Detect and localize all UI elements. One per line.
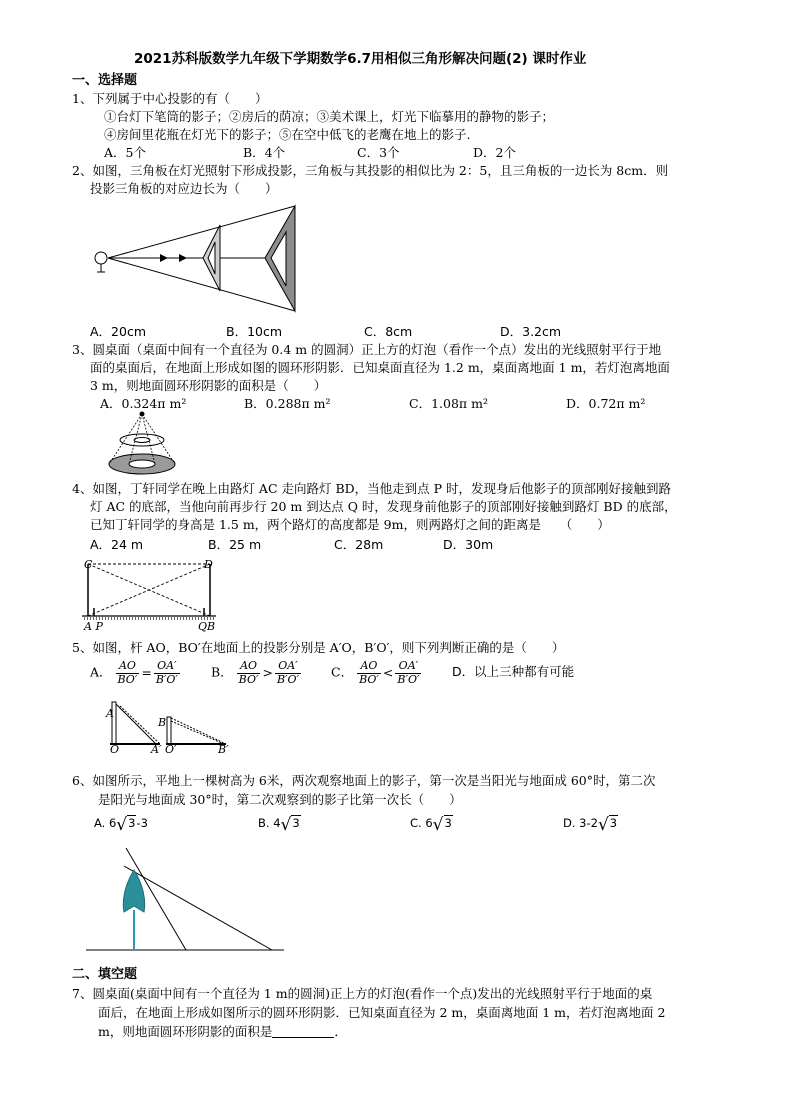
- q1-stem: 1、下列属于中心投影的有（ ）: [72, 91, 268, 106]
- q5-option-d: D．以上三种都有可能: [452, 664, 575, 679]
- q2-option-d: D．3.2cm: [500, 324, 562, 339]
- q4-option-b: B．25 m: [208, 537, 262, 552]
- q2-option-b: B．10cm: [226, 324, 283, 339]
- page-title: 2021苏科版数学九年级下学期数学6.7用相似三角形解决问题(2) 课时作业: [134, 51, 587, 67]
- q6-option-b: B. 4√3: [258, 815, 300, 835]
- q1-option-d: D．2个: [473, 145, 516, 160]
- q1-line1: ①台灯下笔筒的影子；②房后的荫凉；③美术课上，灯光下临摹用的静物的影子；: [104, 109, 555, 124]
- q7-line1: 7、圆桌面(桌面中间有一个直径为 1 m的圆洞)正上方的灯泡(看作一个点)发出的光线照射平行于地面的桌: [72, 986, 653, 1001]
- label-a: A: [106, 707, 114, 720]
- q5-option-b: B． $\frac{AO}{BO'}$ > $\frac{OA'}{B'O'}$: [211, 659, 300, 686]
- q7-line2: 面后，在地面上形成如图所示的圆环形阴影．已知桌面直径为 2 m，桌面离地面 1 m，若灯泡离地面 2: [98, 1005, 666, 1020]
- q3-line3: 3 m，则地面圆环形阴影的面积是（ ）: [90, 378, 327, 393]
- q5-option-c: C． $\frac{AO}{BO'}$ < $\frac{OA'}{B'O'}$: [331, 659, 420, 686]
- q4-line3: 已知丁轩同学的身高是 1.5 m，两个路灯的高度都是 9m，则两路灯之间的距离是 （ ）: [90, 517, 610, 532]
- q4-option-d: D．30m: [443, 537, 494, 552]
- q4-option-a: A．24 m: [90, 537, 144, 552]
- q1-line2: ④房间里花瓶在灯光下的影子；⑤在空中低飞的老鹰在地上的影子.: [104, 127, 471, 142]
- q4-option-c: C．28m: [334, 537, 384, 552]
- q1-option-b: B．4个: [243, 145, 286, 160]
- light-bulb-icon: [140, 412, 145, 417]
- q6-line2: 是阳光与地面成 30°时，第二次观察到的影子比第一次长（ ）: [98, 792, 462, 807]
- q1-option-a: A．5个: [104, 145, 146, 160]
- q2-option-a: A．20cm: [90, 324, 147, 339]
- q6-option-d: D. 3-2√3: [563, 815, 618, 835]
- q3-line1: 3、圆桌面（桌面中间有一个直径为 0.4 m 的圆洞）正上方的灯泡（看作一个点）发出的光线照射平行于地: [72, 342, 662, 357]
- q3-option-a: A．0.324π m²: [100, 396, 187, 411]
- q2-projection-figure: [90, 200, 300, 320]
- q4-line1: 4、如图，丁轩同学在晚上由路灯 AC 走向路灯 BD，当他走到点 P 时，发现身后他影子的顶部刚好接触到路: [72, 481, 672, 496]
- q7-answer-blank[interactable]: [272, 1025, 334, 1038]
- q5-stem: 5、如图，杆 AO，BO′在地面上的投影分别是 A′O，B′O′，则下列判断正确的是（ ）: [72, 640, 565, 655]
- q4-line2: 灯 AC 的底部，当他向前再步行 20 m 到达点 Q 时，发现身前他影子的顶部刚好接触到路灯 BD 的底部，: [90, 499, 677, 514]
- q3-option-d: D．0.72π m²: [566, 396, 646, 411]
- q6-option-c: C. 6√3: [410, 815, 452, 835]
- label-o: O: [110, 743, 120, 756]
- q2-option-c: C．8cm: [364, 324, 413, 339]
- q5-option-a: A． $\frac{AO}{BO'}$ = $\frac{OA'}{B'O'}$: [90, 659, 178, 686]
- label-a-prime: A′: [151, 743, 162, 756]
- section-fill-heading: 二、填空题: [72, 967, 138, 982]
- lamp-icon: [95, 252, 107, 264]
- q1-option-c: C．3个: [357, 145, 400, 160]
- section-choice-heading: 一、选择题: [72, 73, 138, 88]
- q3-line2: 面的桌面后，在地面上形成如图的圆环形阴影．已知桌面直径为 1.2 m，桌面离地面 1 m，若灯泡离地面: [90, 360, 670, 375]
- q3-option-c: C．1.08π m²: [409, 396, 488, 411]
- q6-option-a: A. 6√3-3: [94, 815, 148, 835]
- label-qb: QB: [198, 620, 216, 633]
- label-o-prime: O′: [165, 743, 177, 756]
- q2-line1: 2、如图，三角板在灯光照射下形成投影，三角板与其投影的相似比为 2：5，且三角板的一边长为 8cm．则: [72, 163, 669, 178]
- label-ap: A P: [84, 620, 103, 633]
- q6-line1: 6、如图所示，平地上一棵树高为 6米，两次观察地面上的影子，第一次是当阳光与地面成 60°时，第二次: [72, 773, 656, 788]
- q6-tree-shadow-figure: [86, 846, 286, 956]
- q7-line3: m，则地面圆环形阴影的面积是 ．: [98, 1024, 347, 1039]
- q3-option-b: B．0.288π m²: [244, 396, 331, 411]
- label-c: C: [84, 558, 93, 571]
- q2-line2: 投影三角板的对应边长为（ ）: [90, 181, 278, 196]
- label-b-prime: B′: [218, 743, 229, 756]
- label-d: D: [204, 558, 213, 571]
- q3-ring-shadow-figure: [104, 410, 180, 476]
- label-b: B: [158, 716, 167, 729]
